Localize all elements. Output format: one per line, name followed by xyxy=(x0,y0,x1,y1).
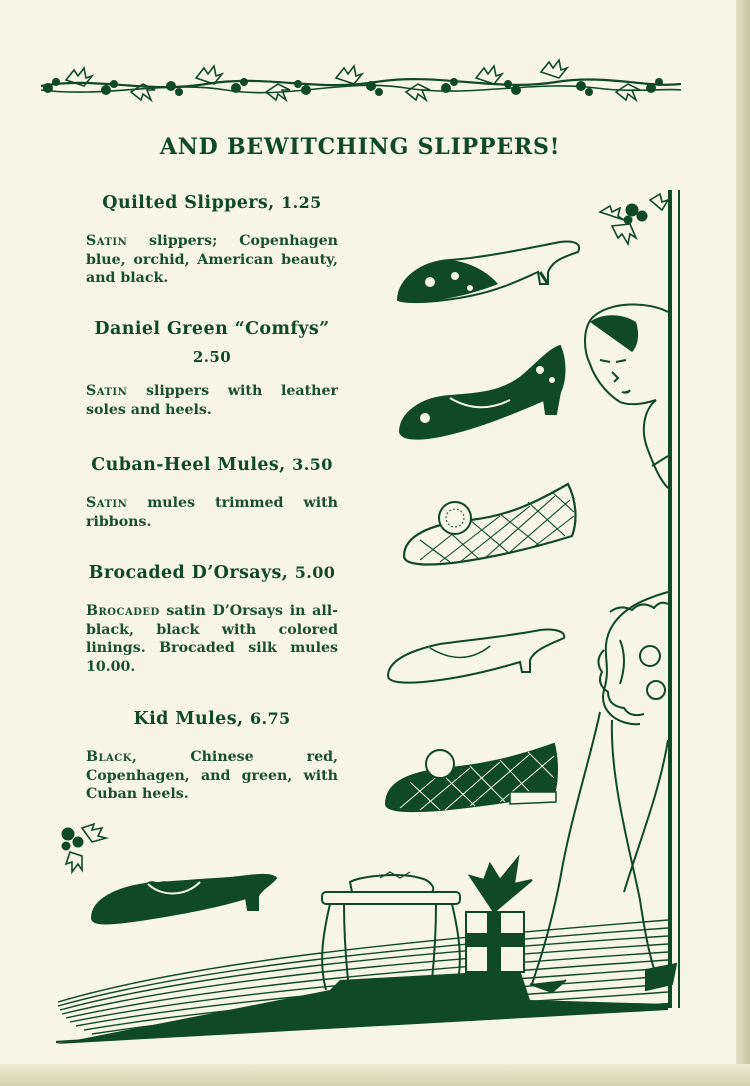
description-lead: Satin xyxy=(86,233,128,249)
description-text: slippers; Copenhagen blue, orchid, American beauty, and black. xyxy=(86,233,338,286)
slipper-icon xyxy=(388,629,564,682)
slipper-icon xyxy=(92,875,276,924)
description-lead: Satin xyxy=(86,383,128,399)
description-lead: Black, xyxy=(86,749,138,765)
gift-box-icon xyxy=(466,858,532,972)
product-price: 2.50 xyxy=(192,348,232,366)
description-text: mules trimmed with ribbons. xyxy=(86,495,338,530)
description-lead: Brocaded xyxy=(86,603,160,619)
slipper-icon xyxy=(398,241,579,302)
description-lead: Satin xyxy=(86,495,128,511)
product-name: Brocaded D’Orsays, xyxy=(88,563,289,583)
product-price: 3.50 xyxy=(292,455,333,474)
product-name: Daniel Green “Comfys” xyxy=(94,319,330,339)
description-text: Chinese red, Copenhagen, and green, with Cuban heels. xyxy=(86,749,338,802)
holly-sprig-icon xyxy=(600,194,668,244)
page-title: AND BEWITCHING SLIPPERS! xyxy=(159,134,561,160)
floor-shadow-icon xyxy=(56,970,668,1044)
door-frame-icon xyxy=(670,190,679,1008)
product-price: 6.75 xyxy=(249,709,291,728)
slipper-icon xyxy=(404,484,575,564)
slipper-icon xyxy=(400,346,565,439)
product-name: Kid Mules, xyxy=(133,709,244,729)
description-text: slippers with leather soles and heels. xyxy=(86,383,338,418)
product-price: 1.25 xyxy=(281,193,322,212)
product-name: Quilted Slippers, xyxy=(102,193,275,213)
product-price: 5.00 xyxy=(294,563,336,582)
slipper-icon xyxy=(386,744,557,811)
holly-sprig-icon xyxy=(62,824,106,872)
product-name: Cuban-Heel Mules, xyxy=(91,455,286,475)
description-text: satin D’Orsays in all-black, black with colored linings. Brocaded silk mules 10.00. xyxy=(86,603,338,675)
